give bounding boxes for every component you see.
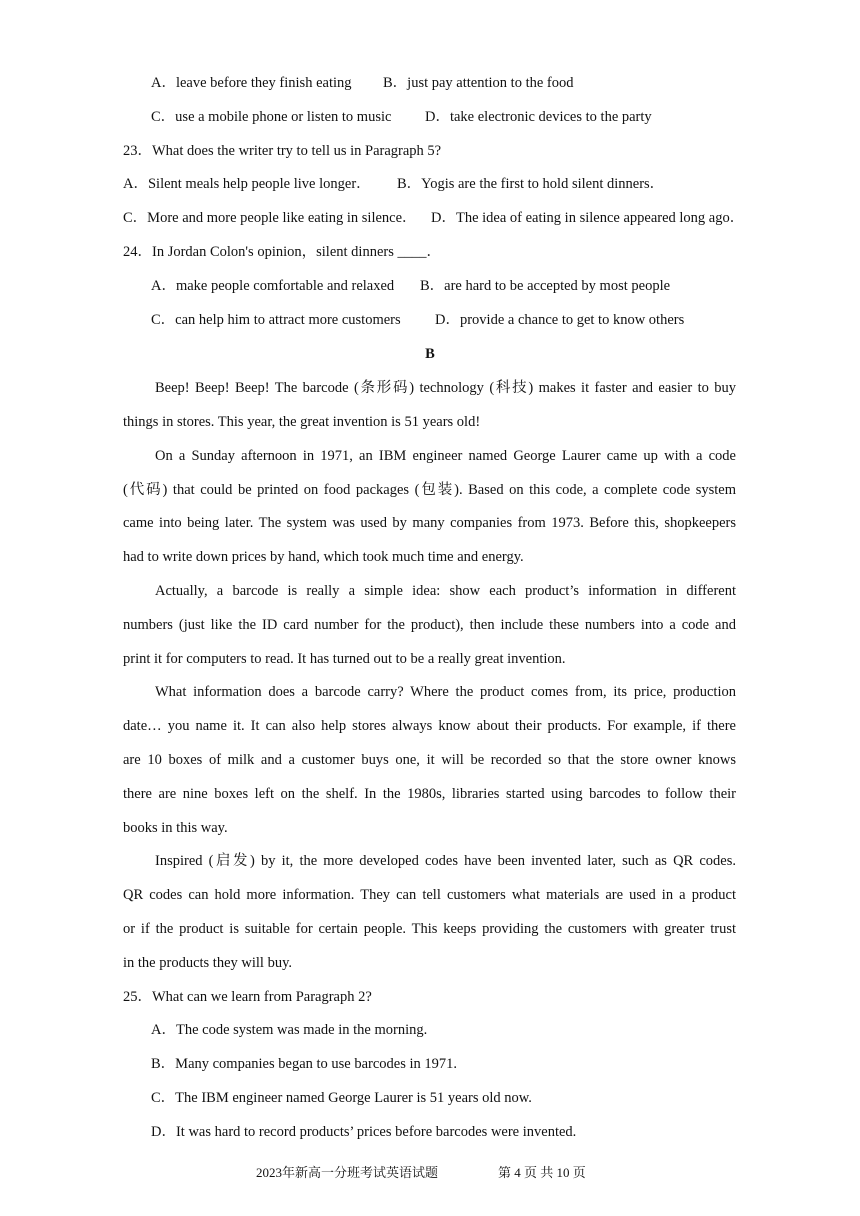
passage-line: What information does a barcode carry? Where the product comes from, its price, production bbox=[155, 684, 736, 700]
passage-line: Beep! Beep! Beep! The barcode (条形码) technology (科技) makes it faster and easier to buy bbox=[155, 380, 736, 396]
passage-line: date… you name it. It can also help stores always know about their products. For example, if there bbox=[123, 718, 736, 734]
passage-line: came into being later. The system was used by many companies from 1973. Before this, shopkeepers bbox=[123, 515, 736, 531]
q23-option-b: B．Yogis are the first to hold silent dinners． bbox=[397, 176, 665, 192]
q24-option-b: B．are hard to be accepted by most people bbox=[420, 278, 671, 294]
q24-option-a: A．make people comfortable and relaxed bbox=[151, 278, 395, 294]
passage-line: On a Sunday afternoon in 1971, an IBM engineer named George Laurer came up with a code bbox=[155, 448, 736, 464]
q22-option-d: D．take electronic devices to the party bbox=[425, 109, 652, 125]
q22-option-a: A．leave before they finish eating bbox=[151, 75, 352, 91]
footer-page-number: 第 4 页 共 10 页 bbox=[498, 1165, 586, 1180]
passage-line: had to write down prices by hand, which took much time and energy. bbox=[123, 549, 524, 565]
q23-option-d: D．The idea of eating in silence appeared long ago． bbox=[431, 210, 745, 226]
q25-option-a: A．The code system was made in the morning. bbox=[151, 1022, 428, 1038]
q24-stem: 24．In Jordan Colon's opinion，silent dinners ____． bbox=[123, 244, 441, 260]
q22-option-c: C．use a mobile phone or listen to music bbox=[151, 109, 392, 125]
passage-line: numbers (just like the ID card number for the product), then include these numbers into a code and bbox=[123, 617, 736, 633]
passage-line: print it for computers to read. It has turned out to be a really great invention. bbox=[123, 651, 566, 667]
q24-option-d: D．provide a chance to get to know others bbox=[435, 312, 685, 328]
footer-title: 2023年新高一分班考试英语试题 bbox=[256, 1165, 439, 1180]
passage-line: Inspired (启发) by it, the more developed codes have been invented later, such as QR codes. bbox=[155, 853, 736, 869]
q22-option-b: B．just pay attention to the food bbox=[383, 75, 574, 91]
q25-option-c: C．The IBM engineer named George Laurer is 51 years old now. bbox=[151, 1090, 532, 1106]
passage-line: (代码) that could be printed on food packages (包装). Based on this code, a complete code system bbox=[123, 482, 736, 498]
passage-line: books in this way. bbox=[123, 820, 228, 836]
section-heading: B bbox=[425, 346, 435, 362]
passage-line: in the products they will buy. bbox=[123, 955, 293, 971]
q25-option-b: B．Many companies began to use barcodes in 1971. bbox=[151, 1056, 458, 1072]
q23-option-c: C．More and more people like eating in silence． bbox=[123, 210, 417, 226]
q23-option-a: A．Silent meals help people live longer． bbox=[123, 176, 371, 192]
passage-line: are 10 boxes of milk and a customer buys one, it will be recorded so that the store owner knows bbox=[123, 752, 736, 768]
passage-line: or if the product is suitable for certain people. This keeps providing the customers with greater trust bbox=[123, 921, 736, 937]
passage-line: things in stores. This year, the great invention is 51 years old! bbox=[123, 414, 481, 430]
q24-option-c: C．can help him to attract more customers bbox=[151, 312, 401, 328]
q25-option-d: D．It was hard to record products’ prices before barcodes were invented. bbox=[151, 1124, 577, 1140]
passage-line: there are nine boxes left on the shelf. In the 1980s, libraries started using barcodes to follow their bbox=[123, 786, 736, 802]
passage-line: QR codes can hold more information. They can tell customers what materials are used in a product bbox=[123, 887, 736, 903]
q23-stem: 23．What does the writer try to tell us in Paragraph 5? bbox=[123, 143, 442, 159]
passage-line: Actually, a barcode is really a simple idea: show each product’s information in different bbox=[155, 583, 736, 599]
q25-stem: 25．What can we learn from Paragraph 2? bbox=[123, 989, 372, 1005]
